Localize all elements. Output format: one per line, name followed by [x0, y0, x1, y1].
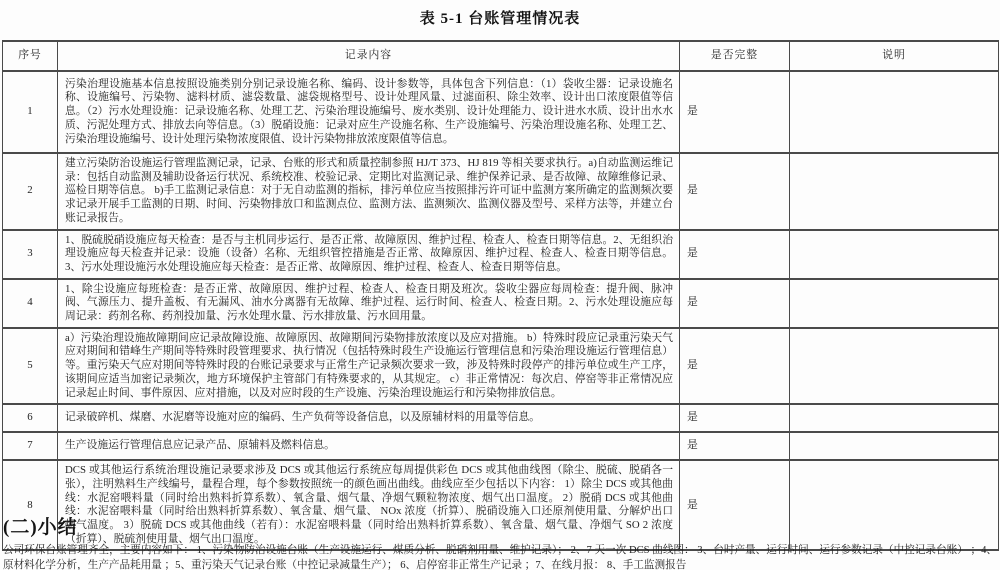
row-number-cell: 2	[3, 153, 58, 230]
row-number-cell: 6	[3, 404, 58, 432]
header-complete: 是否完整	[680, 41, 790, 71]
note-cell	[790, 432, 999, 460]
row-number-cell: 3	[3, 230, 58, 279]
record-content-cell: 建立污染防治设施运行管理监测记录，记录、台账的形式和质量控制参照 HJ/T 373、HJ 819 等相关要求执行。a)自动监测运维记录：包括自动监测及辅助设备运行状况、系统校准、校验记录、定期比对监测记录、维护保养记录、是否故障、故障维修记录、巡检日期等信息。 b)手工监测记录信息：对于无自动监测的指标，排污单位应当按照排污许可证中监测方案所确定的监测频次要求记录开展手工监测的日期、时间、污染物排放口和监测点位、监测方法、监测频次、监测仪器及型号、采样方法等，并建立台账记录报告。	[58, 153, 680, 230]
record-content-cell: 记录破碎机、煤磨、水泥磨等设施对应的编码、生产负荷等设备信息，以及原辅材料的用量等信息。	[58, 404, 680, 432]
note-cell	[790, 328, 999, 405]
ledger-table	[2, 40, 999, 551]
note-cell	[790, 460, 999, 550]
table-row	[3, 460, 999, 550]
summary-heading: (二)小结	[3, 517, 78, 538]
complete-cell: 是	[680, 153, 790, 230]
header-record-content: 记录内容	[58, 41, 680, 71]
table-row	[3, 404, 999, 432]
summary-body: 公司环保台账管理齐全，主要内容如下： 1、污染物防治设施台账（生产设施运行、煤质分析、脱硝剂用量、维护记录）； 2、7 天一次 DCS 曲线图： 3、台时产量、运行时间、运行参数记录（中控记录台账） ；4、原材料化学分析，生产产品耗用量 ；5、重污染天气记录台账（中控记录减量生产）； 6、启停窑非正常生产记录 ；7、在线月报： 8、手工监测报告	[3, 545, 997, 570]
table-row	[3, 279, 999, 328]
row-number-cell: 7	[3, 432, 58, 460]
row-number-cell: 8	[3, 460, 58, 550]
row-number-cell: 1	[3, 71, 58, 153]
complete-cell: 是	[680, 404, 790, 432]
header-no: 序号	[3, 41, 58, 71]
table-title: 表 5-1 台账管理情况表	[419, 11, 581, 27]
note-cell	[790, 71, 999, 153]
note-cell	[790, 404, 999, 432]
note-cell	[790, 279, 999, 328]
table-row	[3, 230, 999, 279]
table-row	[3, 71, 999, 153]
table-header-row	[3, 41, 999, 71]
complete-cell: 是	[680, 328, 790, 405]
table-row	[3, 153, 999, 230]
record-content-cell: 污染治理设施基本信息按照设施类别分别记录设施名称、编码、设计参数等，具体包含下列信息：（1）袋收尘器：记录设施名称、设施编号、污染物、滤料材质、滤袋数量、滤袋规格型号、设计处理风量、过滤面积、除尘效率、设计出口浓度限值等信息。（2）污水处理设施：记录设施名称、处理工艺、污染治理设施编号、废水类别、设计处理能力、设计进水水质、设计出水水质、污泥处理方式、排放去向等信息。（3）脱硝设施：记录对应生产设施名称、生产设施编号、污染治理设施名称、处理工艺、污染治理设施编号、设计处理污染物浓度限值、设计污染物排放浓度限值等信息。	[58, 71, 680, 153]
table-row	[3, 328, 999, 405]
record-content-cell: 1、脱硫脱硝设施应每天检查：是否与主机同步运行、是否正常、故障原因、维护过程、检查人、检查日期等信息。2、无组织治理设施应每天检查并记录：设施（设备）名称、无组织管控措施是否正常、故障原因、维护过程、检查人、检查日期等信息。 3、污水处理设施污水处理设施应每天检查：是否正常、故障原因、维护过程、检查人、检查日期等信息。	[58, 230, 680, 279]
complete-cell: 是	[680, 230, 790, 279]
complete-cell: 是	[680, 279, 790, 328]
table-row	[3, 432, 999, 460]
complete-cell: 是	[680, 460, 790, 550]
record-content-cell: 生产设施运行管理信息应记录产品、原辅料及燃料信息。	[58, 432, 680, 460]
note-cell	[790, 153, 999, 230]
row-number-cell: 5	[3, 328, 58, 405]
record-content-cell: DCS 或其他运行系统治理设施记录要求涉及 DCS 或其他运行系统应每周提供彩色 DCS 或其他曲线图（除尘、脱硫、脱硝各一张），注明熟料生产线编号，量程合理，每个参数按照统一的颜色画出曲线。曲线应至少包括以下内容： 1）除尘 DCS 或其他曲线：水泥窑喂料量（同时给出熟料折算系数）、氧含量、烟气量、净烟气颗粒物浓度、烟气出口温度。 2）脱硝 DCS 或其他曲线：水泥窑喂料量（同时给出熟料折算系数）、氧含量、烟气量、 NOx 浓度（折算）、脱硝设施入口还原剂使用量、分解炉出口烟气温度。 3）脱硫 DCS 或其他曲线（若有）：水泥窑喂料量（同时给出熟料折算系数）、氧含量、烟气量、净烟气 SO 2 浓度（折算）、脱硫剂使用量、烟气出口温度。	[58, 460, 680, 550]
complete-cell: 是	[680, 432, 790, 460]
complete-cell: 是	[680, 71, 790, 153]
record-content-cell: a）污染治理设施故障期间应记录故障设施、故障原因、故障期间污染物排放浓度以及应对措施。 b）特殊时段应记录重污染天气应对期间和错峰生产期间等特殊时段管理要求、执行情况（包括特殊时段生产设施运行管理信息和污染治理设施运行管理信息）等。重污染天气应对期间等特殊时段的台账记录要求与正常生产记录频次要求一致，涉及特殊时段停产的排污单位或生产工序，该期间应适当加密记录频次，地方环境保护主管部门有特殊要求的，从其规定。 c）非正常情况：每次启、停窑等非正常情况应记录起止时间、事件原因、应对措施，以及对应时段的生产设施、污染治理设施运行和污染物排放信息。	[58, 328, 680, 405]
record-content-cell: 1、除尘设施应每班检查：是否正常、故障原因、维护过程、检查人、检查日期及班次。袋收尘器应每周检查：提升阀、脉冲阀、气源压力、提升盖板、有无漏风、油水分离器有无故障、维护过程、运行时间、检查人、检查日期。2、污水处理设施应每周记录：药剂名称、药剂投加量、污水处理水量、污水排放量、污水回用量。	[58, 279, 680, 328]
note-cell	[790, 230, 999, 279]
row-number-cell: 4	[3, 279, 58, 328]
header-note: 说明	[790, 41, 999, 71]
